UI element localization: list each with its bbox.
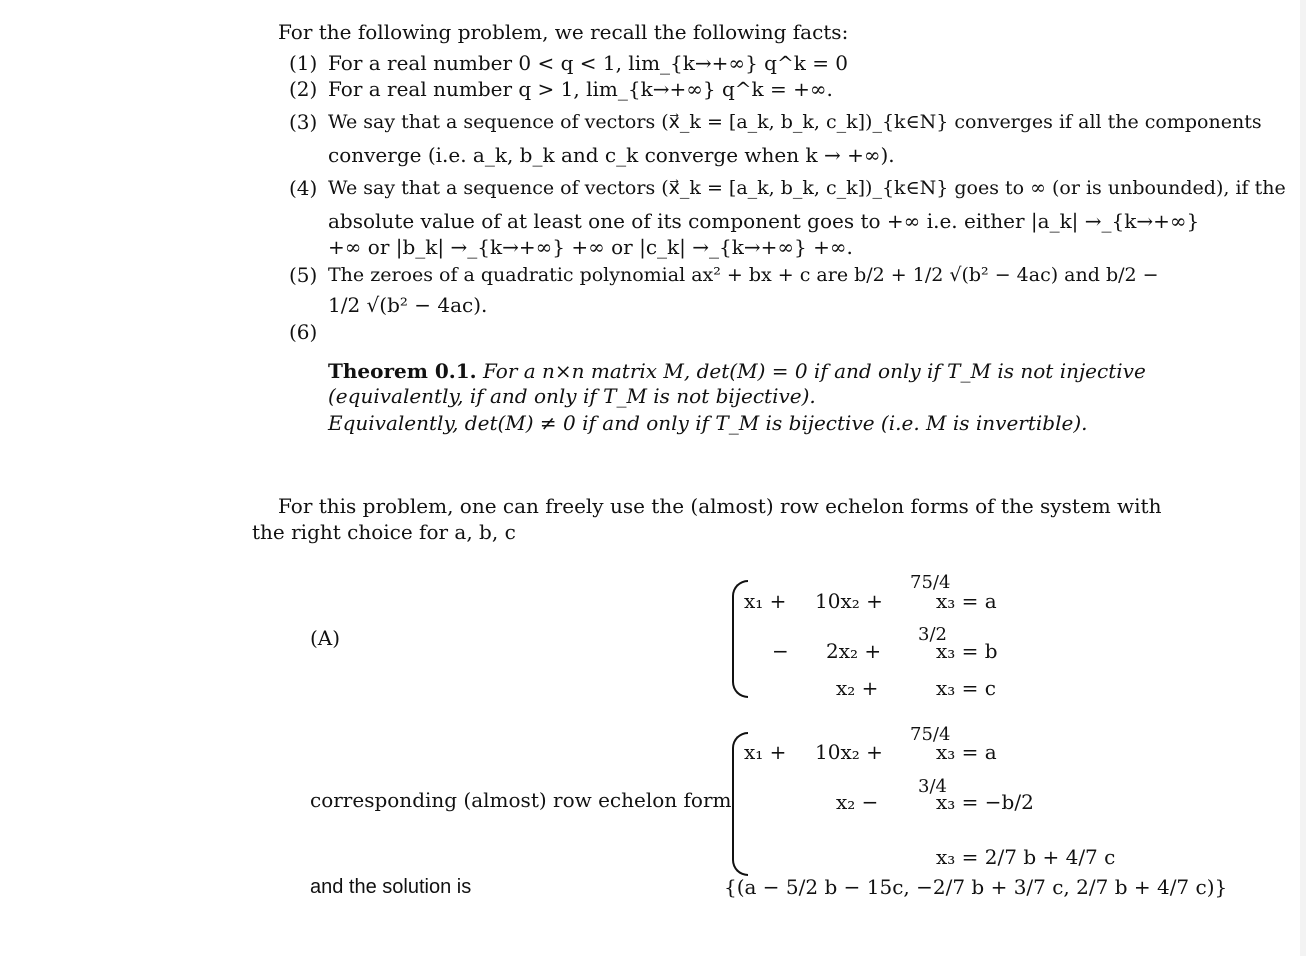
theorem-line2: (equivalently, if and only if T_M is not bijective).	[328, 384, 816, 408]
fact-3-number: (3)	[289, 110, 318, 134]
echelon-r2-c2: x₂ −	[836, 790, 879, 814]
system-a-r1-frac-text: 75/4	[910, 571, 951, 593]
system-a-r2-frac-text: 3/2	[918, 623, 947, 645]
fact-3-text-line1: We say that a sequence of vectors (x⃗_k = [a_k, b_k, c_k])_{k∈N} converges if all the components	[328, 111, 1262, 133]
echelon-r1-c1: x₁ +	[744, 740, 787, 764]
echelon-r2-frac-text: 3/4	[918, 775, 947, 797]
system-a-r2-rhs: x₃ = b	[936, 639, 998, 663]
system-a-r3-c2: x₂ +	[836, 676, 879, 700]
page-edge-shadow	[1300, 0, 1306, 956]
echelon-r1-rhs: x₃ = a	[936, 740, 997, 764]
fact-3-text-line2: converge (i.e. a_k, b_k and c_k converge when k → +∞).	[328, 143, 895, 167]
fact-2-number: (2)	[289, 77, 318, 101]
echelon-r3-rhs: x₃ = 2/7 b + 4/7 c	[936, 845, 1116, 869]
system-a-r1-c1: x₁ +	[744, 589, 787, 613]
system-a-r1-c2: 10x₂ +	[815, 589, 883, 613]
fact-5-number: (5)	[289, 263, 318, 287]
fact-5-text-line2: 1/2 √(b² − 4ac).	[328, 293, 488, 317]
solution-set: {(a − 5/2 b − 15c, −2/7 b + 3/7 c, 2/7 b + 4/7 c)}	[724, 875, 1228, 899]
theorem-line3: Equivalently, det(M) ≠ 0 if and only if T_M is bijective (i.e. M is invertible).	[328, 411, 1088, 435]
fact-1-number: (1)	[289, 51, 318, 75]
fact-4-text-line3: +∞ or |b_k| →_{k→+∞} +∞ or |c_k| →_{k→+∞} +∞.	[328, 235, 853, 259]
echelon-label: corresponding (almost) row echelon form	[310, 788, 732, 812]
echelon-r2-rhs: x₃ = −b/2	[936, 790, 1034, 814]
theorem-line1	[328, 359, 1146, 383]
fact-6-number: (6)	[289, 320, 318, 344]
theorem-label: Theorem 0.1.	[328, 359, 477, 383]
system-a-r1-rhs: x₃ = a	[936, 589, 997, 613]
solution-label: and the solution is	[310, 876, 472, 898]
fact-4-text-line2: absolute value of at least one of its component goes to +∞ i.e. either |a_k| →_{k→+∞}	[328, 209, 1200, 233]
problem-text-line1: For this problem, one can freely use the (almost) row echelon forms of the system with	[278, 494, 1162, 518]
intro-text: For the following problem, we recall the following facts:	[278, 20, 849, 44]
echelon-r1-c2: 10x₂ +	[815, 740, 883, 764]
fact-1-text: For a real number 0 < q < 1, lim_{k→+∞} q^k = 0	[328, 51, 849, 75]
fact-5-text-line1: The zeroes of a quadratic polynomial ax² + bx + c are b/2 + 1/2 √(b² − 4ac) and b/2 −	[328, 264, 1159, 286]
system-a-r2-c1: −	[772, 639, 789, 663]
system-a-r2-c2: 2x₂ +	[826, 639, 882, 663]
fact-2-text: For a real number q > 1, lim_{k→+∞} q^k = +∞.	[328, 77, 833, 101]
system-a-r3-rhs: x₃ = c	[936, 676, 996, 700]
theorem-statement: For a n×n matrix M, det(M) = 0 if and only if T_M is not injective	[483, 359, 1146, 383]
fact-4-number: (4)	[289, 176, 318, 200]
echelon-r1-frac-text: 75/4	[910, 723, 951, 745]
system-a-label: (A)	[310, 626, 341, 650]
problem-text-line2: the right choice for a, b, c	[252, 520, 516, 544]
fact-4-text-line1: We say that a sequence of vectors (x⃗_k = [a_k, b_k, c_k])_{k∈N} goes to ∞ (or is unbounded), if the	[328, 177, 1286, 199]
